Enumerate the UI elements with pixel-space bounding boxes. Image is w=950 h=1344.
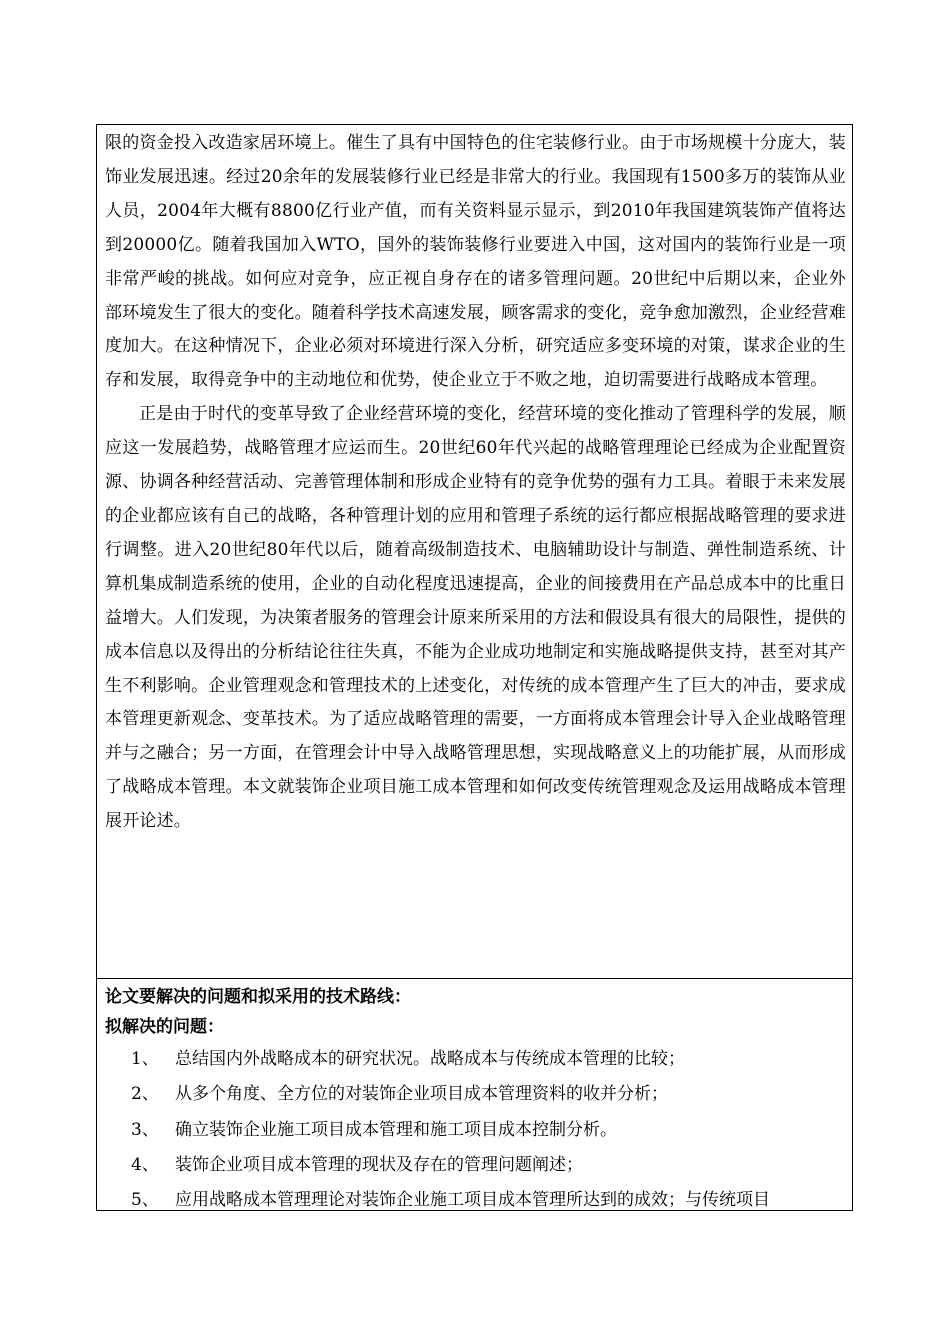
- list-item: [105, 1183, 846, 1218]
- background-cell: [105, 127, 846, 839]
- form-table: [96, 124, 853, 1211]
- list-item: [105, 1042, 846, 1077]
- section-subheading: 拟解决的问题：: [105, 1017, 224, 1037]
- list-item-number: 1、: [131, 1049, 159, 1069]
- list-item-number: 4、: [131, 1154, 159, 1175]
- list-item-text: 从多个角度、全方位的对装饰企业项目成本管理资料的收并分析；: [175, 1084, 668, 1105]
- problems-cell: [105, 982, 846, 1218]
- list-item-number: 3、: [131, 1119, 159, 1140]
- list-item-number: 5、: [131, 1190, 159, 1211]
- section-heading: 论文要解决的问题和拟采用的技术路线：: [105, 987, 411, 1007]
- list-item: [105, 1113, 846, 1148]
- list-item-number: 2、: [131, 1084, 159, 1105]
- list-item: [105, 1077, 846, 1112]
- list-item-text: 应用战略成本管理理论对装饰企业施工项目成本管理所达到的成效；与传统项目: [175, 1190, 770, 1211]
- table-divider: [97, 978, 852, 979]
- paragraph-strategic-management: 正是由于时代的变革导致了企业经营环境的变化，经营环境的变化推动了管理科学的发展，顺应这一发展趋势，战略管理才应运而生。20世纪60年代兴起的战略管理理论已经成为企业配置资源、协调各种经营活动、完善管理体制和形成企业特有的竞争优势的强有力工具。着眼于未来发展的企业都应该有自己的战略，各种管理计划的应用和管理子系统的运行都应根据战略管理的要求进行调整。进入20世纪80年代以后，随着高级制造技术、电脑辅助设计与制造、弹性制造系统、计算机集成制造系统的使用，企业的自动化程度迅速提高，企业的间接费用在产品总成本中的比重日益增大。人们发现，为决策者服务的管理会计原来所采用的方法和假设具有很大的局限性，提供的成本信息以及得出的分析结论往往失真，不能为企业成功地制定和实施战略提供支持，甚至对其产生不利影响。企业管理观念和管理技术的上述变化，对传统的成本管理产生了巨大的冲击，要求成本管理更新观念、变革技术。为了适应战略管理的需要，一方面将成本管理会计导入企业战略管理并与之融合；另一方面，在管理会计中导入战略管理思想，实现战略意义上的功能扩展，从而形成了战略成本管理。本文就装饰企业项目施工成本管理和如何改变传统管理观念及运用战略成本管理展开论述。: [105, 404, 846, 832]
- paragraph-industry-background: 限的资金投入改造家居环境上。催生了具有中国特色的住宅装修行业。由于市场规模十分庞大，装饰业发展迅速。经过20余年的发展装修行业已经是非常大的行业。我国现有1500多万的装饰从业人员，2004年大概有8800亿行业产值，而有关资料显示显示，到2010年我国建筑装饰产值将达到20000亿。随着我国加入WTO，国外的装饰装修行业要进入中国，这对国内的装饰行业是一项非常严峻的挑战。如何应对竞争，应正视自身存在的诸多管理问题。20世纪中后期以来，企业外部环境发生了很大的变化。随着科学技术高速发展，顾客需求的变化，竞争愈加激烈，企业经营难度加大。在这种情况下，企业必须对环境进行深入分析，研究适应多变环境的对策，谋求企业的生存和发展，取得竞争中的主动地位和优势，使企业立于不败之地，迫切需要进行战略成本管理。: [105, 133, 846, 391]
- list-item-text: 确立装饰企业施工项目成本管理和施工项目成本控制分析。: [175, 1119, 617, 1140]
- list-item: [105, 1148, 846, 1183]
- list-item-text: 装饰企业项目成本管理的现状及存在的管理问题阐述；: [175, 1154, 583, 1175]
- list-item-text: 总结国内外战略成本的研究状况。战略成本与传统成本管理的比较；: [175, 1049, 685, 1069]
